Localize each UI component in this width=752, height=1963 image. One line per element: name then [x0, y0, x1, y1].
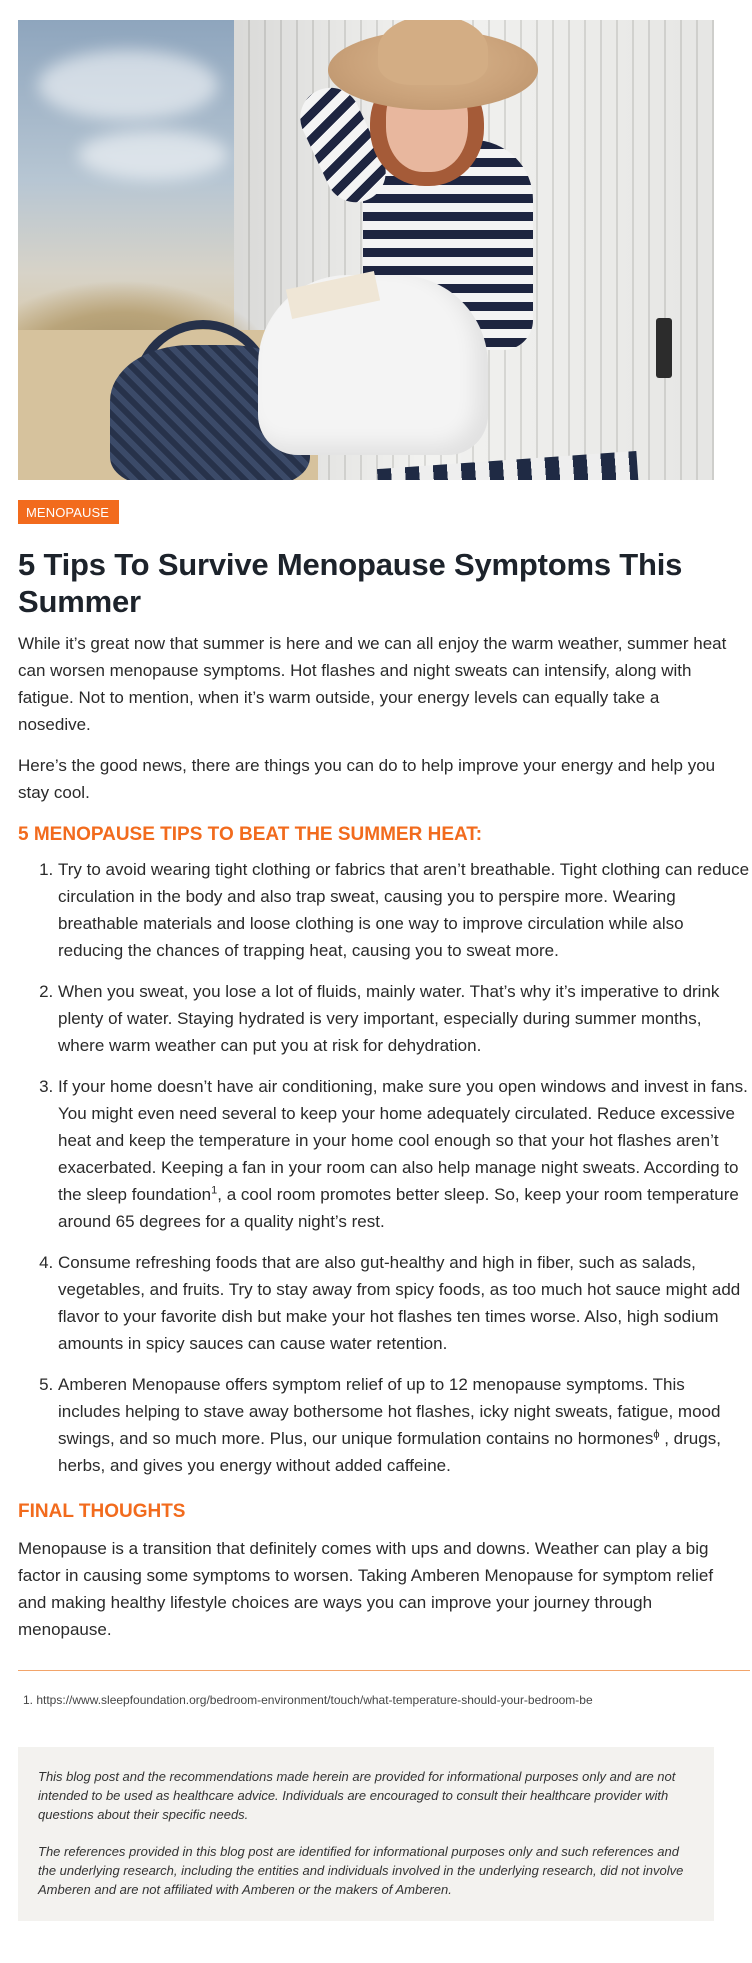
list-item	[58, 1073, 750, 1235]
list-item-text: , a cool room promotes better sleep. So, keep your room temperature around 65 degrees for a quality night’s rest.	[58, 1185, 739, 1231]
final-paragraph: Menopause is a transition that definitely comes with ups and downs. Weather can play a big factor in causing some symptoms to worsen. Taking Amberen Menopause for symptom relief and making healthy lifestyle choices are ways you can improve your journey through menopause.	[18, 1539, 714, 1639]
footnote-marker[interactable]: 1	[211, 1184, 218, 1197]
list-item	[58, 1371, 750, 1479]
hormones-marker: ϕ	[653, 1428, 660, 1441]
list-item-text: If your home doesn’t have air conditioning, make sure you open windows and invest in fans. You might even need several to keep your home adequately circulated. Reduce excessive heat and keep the temperature in your home cool enough so that your hot flashes aren’t exacerbated. Keeping a fan in your room can also help manage night sweats. According to the sleep foundation	[58, 1077, 748, 1204]
list-item: 4. Consume refreshing foods that are also gut-healthy and high in fiber, such as salads, vegetables, and fruits. Try to stay away from spicy foods, as too much hot sauce might add flavor to your favorite dish but make your hot flashes ten times worse. Also, high sodium amounts in spicy sauces can cause water retention.	[58, 1249, 750, 1357]
category-badge[interactable]: MENOPAUSE	[18, 500, 119, 524]
disclaimer-paragraph-1: This blog post and the recommendations made herein are provided for informational purposes only and are not intended to be used as healthcare advice. Individuals are encouraged to consult their healthcare provider with questions about their specific needs.	[38, 1769, 676, 1822]
disclaimer-paragraph-2: The references provided in this blog post are identified for informational purposes only and such references and the underlying research, including the entities and individuals involved in the underlying research, did not involve Amberen and are not affiliated with Amberen or the makers of Amberen.	[38, 1844, 684, 1897]
tips-list	[18, 856, 750, 1479]
disclaimer-box	[18, 1747, 714, 1921]
footnote[interactable]: 1. https://www.sleepfoundation.org/bedroom-environment/touch/what-temperature-should-your-bedroom-be	[23, 1693, 593, 1707]
list-item-text: , drugs, herbs, and gives you energy without added caffeine.	[58, 1429, 721, 1475]
list-item: 1. Try to avoid wearing tight clothing or fabrics that aren’t breathable. Tight clothing can reduce circulation in the body and also trap sweat, causing you to perspire more. Wearing breathable materials and loose clothing is one way to improve circulation while also reducing the chances of trapping heat, causing you to sweat more.	[58, 856, 750, 964]
divider	[18, 1670, 750, 1671]
page-title: 5 Tips To Survive Menopause Symptoms This Summer	[18, 547, 683, 619]
final-heading: FINAL THOUGHTS	[18, 1501, 186, 1522]
tips-heading: 5 MENOPAUSE TIPS TO BEAT THE SUMMER HEAT:	[18, 824, 483, 845]
list-item-text: Amberen Menopause offers symptom relief of up to 12 menopause symptoms. This includes helping to stave away bothersome hot flashes, icky night sweats, fatigue, mood swings, and so much more. Plus, our unique formulation contains no hormones	[58, 1375, 721, 1448]
list-item: 2. When you sweat, you lose a lot of fluids, mainly water. That’s why it’s imperative to drink plenty of water. Staying hydrated is very important, especially during summer months, where warm weather can put you at risk for dehydration.	[58, 978, 750, 1059]
intro-paragraph-1: While it’s great now that summer is here and we can all enjoy the warm weather, summer heat can worsen menopause symptoms. Hot flashes and night sweats can intensify, along with fatigue. Not to mention, when it’s warm outside, your energy levels can equally take a nosedive.	[18, 634, 727, 734]
hero-image	[18, 20, 714, 480]
intro-paragraph-2: Here’s the good news, there are things you can do to help improve your energy and help you stay cool.	[18, 756, 716, 802]
